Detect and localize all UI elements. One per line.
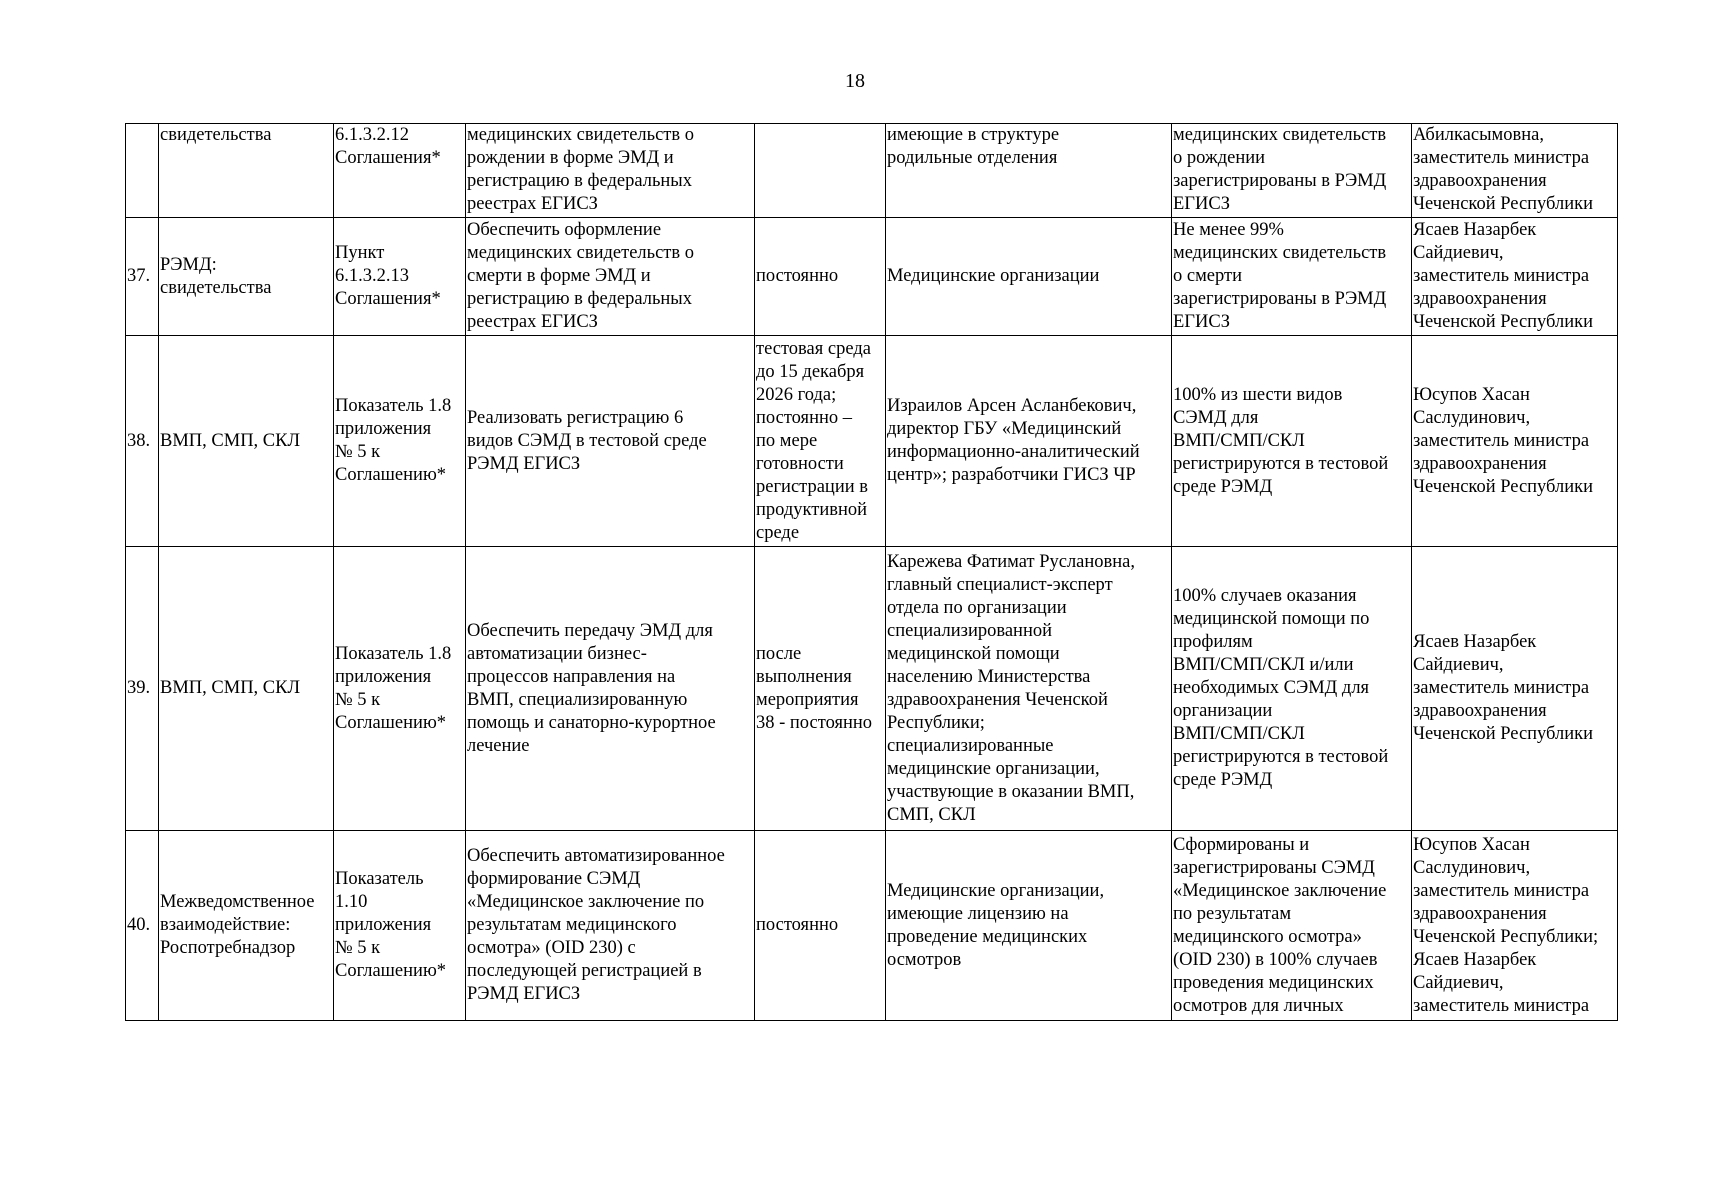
table-row	[126, 336, 1618, 547]
cell-task: Реализовать регистрацию 6 видов СЭМД в тестовой среде РЭМД ЕГИСЗ	[466, 336, 755, 547]
cell-responsible: Юсупов Хасан Саслудинович, заместитель министра здравоохранения Чеченской Республики	[1412, 336, 1618, 547]
table-row	[126, 124, 1618, 218]
cell-responsible: Абилкасымовна, заместитель министра здравоохранения Чеченской Республики	[1412, 124, 1618, 218]
cell-executors: имеющие в структуре родильные отделения	[886, 124, 1172, 218]
cell-task: Обеспечить автоматизированное формирование СЭМД «Медицинское заключение по результатам медицинского осмотра» (OID 230) с последующей регистрацией в РЭМД ЕГИСЗ	[466, 831, 755, 1021]
cell-executors: Медицинские организации, имеющие лицензию на проведение медицинских осмотров	[886, 831, 1172, 1021]
cell-task: Обеспечить передачу ЭМД для автоматизации бизнес- процессов направления на ВМП, специализированную помощь и санаторно-курортное лечение	[466, 547, 755, 831]
cell-deadline: после выполнения мероприятия 38 - постоянно	[755, 547, 886, 831]
cell-executors: Израилов Арсен Асланбекович, директор ГБУ «Медицинский информационно-аналитический центр»; разработчики ГИСЗ ЧР	[886, 336, 1172, 547]
cell-responsible: Ясаев Назарбек Сайдиевич, заместитель министра здравоохранения Чеченской Республики	[1412, 547, 1618, 831]
cell-result: Не менее 99% медицинских свидетельств о смерти зарегистрированы в РЭМД ЕГИСЗ	[1172, 218, 1412, 336]
cell-area: РЭМД: свидетельства	[159, 218, 334, 336]
cell-executors: Медицинские организации	[886, 218, 1172, 336]
cell-basis: Показатель 1.8 приложения № 5 к Соглашению*	[334, 336, 466, 547]
cell-deadline: тестовая среда до 15 декабря 2026 года; постоянно – по мере готовности регистрации в продуктивной среде	[755, 336, 886, 547]
cell-result: 100% из шести видов СЭМД для ВМП/СМП/СКЛ регистрируются в тестовой среде РЭМД	[1172, 336, 1412, 547]
row-number: 38.	[126, 336, 159, 547]
cell-task: Обеспечить оформление медицинских свидетельств о смерти в форме ЭМД и регистрацию в федеральных реестрах ЕГИСЗ	[466, 218, 755, 336]
row-number	[126, 124, 159, 218]
table-row	[126, 831, 1618, 1021]
measures-table	[125, 123, 1618, 1021]
cell-area: свидетельства	[159, 124, 334, 218]
cell-responsible: Юсупов Хасан Саслудинович, заместитель министра здравоохранения Чеченской Республики; Ясаев Назарбек Сайдиевич, заместитель министра	[1412, 831, 1618, 1021]
cell-deadline: постоянно	[755, 218, 886, 336]
row-number: 39.	[126, 547, 159, 831]
cell-basis: Показатель 1.8 приложения № 5 к Соглашению*	[334, 547, 466, 831]
cell-result: 100% случаев оказания медицинской помощи по профилям ВМП/СМП/СКЛ и/или необходимых СЭМД для организации ВМП/СМП/СКЛ регистрируются в тестовой среде РЭМД	[1172, 547, 1412, 831]
cell-area: Межведомственное взаимодействие: Роспотребнадзор	[159, 831, 334, 1021]
cell-basis: Показатель 1.10 приложения № 5 к Соглашению*	[334, 831, 466, 1021]
cell-task: медицинских свидетельств о рождении в форме ЭМД и регистрацию в федеральных реестрах ЕГИСЗ	[466, 124, 755, 218]
row-number: 40.	[126, 831, 159, 1021]
cell-area: ВМП, СМП, СКЛ	[159, 547, 334, 831]
cell-result: медицинских свидетельств о рождении зарегистрированы в РЭМД ЕГИСЗ	[1172, 124, 1412, 218]
table-row	[126, 547, 1618, 831]
cell-basis: Пункт 6.1.3.2.13 Соглашения*	[334, 218, 466, 336]
cell-responsible: Ясаев Назарбек Сайдиевич, заместитель министра здравоохранения Чеченской Республики	[1412, 218, 1618, 336]
cell-basis: 6.1.3.2.12 Соглашения*	[334, 124, 466, 218]
cell-result: Сформированы и зарегистрированы СЭМД «Медицинское заключение по результатам медицинского осмотра» (OID 230) в 100% случаев проведения медицинских осмотров для личных	[1172, 831, 1412, 1021]
row-number: 37.	[126, 218, 159, 336]
cell-deadline: постоянно	[755, 831, 886, 1021]
cell-area: ВМП, СМП, СКЛ	[159, 336, 334, 547]
cell-executors: Карежева Фатимат Руслановна, главный специалист-эксперт отдела по организации специализированной медицинской помощи населению Министерства здравоохранения Чеченской Республики; специализированные медицинские организации, участвующие в оказании ВМП, СМП, СКЛ	[886, 547, 1172, 831]
page-number: 18	[845, 70, 865, 92]
table-row	[126, 218, 1618, 336]
cell-deadline	[755, 124, 886, 218]
